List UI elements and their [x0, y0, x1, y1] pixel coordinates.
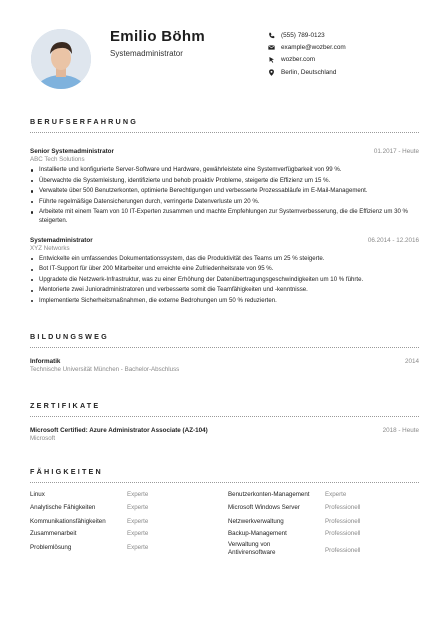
skill-name: Verwaltung von Antivirensoftware [228, 541, 276, 556]
skill-name: Analytische Fähigkeiten [30, 504, 96, 511]
skill-level: Experte [325, 491, 347, 498]
job-bullet: Führte regelmäßige Datensicherungen durch, verringerte Datenverluste um 20 %. [30, 198, 419, 207]
person-name: Emilio Böhm [110, 28, 205, 45]
job-bullet: Entwickelte ein umfassendes Dokumentationssystem, das die Produktivität des Teams um 25 % steigerte. [30, 255, 419, 264]
skill-name: Linux [30, 491, 45, 498]
job-bullet: Bot IT-Support für über 200 Mitarbeiter und erreichte eine Zufriedenheitsrate von 95 %. [30, 265, 419, 274]
skill-level: Experte [127, 504, 149, 511]
contact-email [268, 41, 346, 53]
education-entry [30, 358, 419, 373]
skill-level: Experte [127, 530, 149, 537]
job-dates: 06.2014 - 12.2016 [367, 236, 419, 244]
certificate-entry [30, 427, 419, 442]
certificate-issuer: Microsoft [30, 435, 56, 442]
job-bullet: Arbeitete mit einem Team von 10 IT-Experten zusammen und machte Empfehlungen zur Systemverbesserung, die die Effizienz um 30 % steigerten. [30, 208, 419, 226]
section-divider [30, 132, 419, 133]
job-bullets [30, 255, 419, 306]
contact-email-text[interactable]: example@wozber.com [281, 43, 346, 51]
skill-item [30, 504, 95, 511]
education-school: Technische Universität München - Bachelor-Abschluss [30, 366, 180, 373]
job-entry [30, 148, 419, 226]
skill-name: Microsoft Windows Server [228, 504, 300, 511]
email-icon [268, 44, 275, 51]
section-divider [30, 347, 419, 348]
skill-level: Experte [127, 518, 149, 525]
skill-name: Zusammenarbeit [30, 530, 77, 537]
skill-name: Backup-Management [228, 530, 287, 537]
certificate-dates: 2018 - Heute [382, 427, 419, 434]
skill-level: Professionell [325, 518, 361, 525]
job-bullet: Upgradete die Netzwerk-Infrastruktur, was zu einer Erhöhung der Datenübertragungsgeschwindigkeiten um 10 % führte. [30, 276, 419, 285]
experience-heading: BERUFSERFAHRUNG [30, 117, 139, 126]
skill-level: Experte [127, 491, 149, 498]
skill-level: Professionell [325, 504, 361, 511]
skill-item [30, 491, 45, 498]
education-year: 2014 [404, 358, 419, 365]
contact-website [268, 54, 346, 66]
contact-phone-text: (555) 789-0123 [281, 31, 325, 39]
skill-name: Netzwerkverwaltung [228, 518, 284, 525]
job-company: ABC Tech Solutions [30, 156, 85, 163]
link-icon [268, 56, 275, 63]
job-bullet: Verwaltete über 500 Benutzerkonten, optimierte Berechtigungen und verbesserte Prozessabläufe im E-Mail-Management. [30, 187, 419, 196]
education-heading: BILDUNGSWEG [30, 332, 109, 341]
contact-location [268, 66, 346, 78]
skill-name: Benutzerkonten-Management [228, 491, 310, 498]
skill-level: Professionell [325, 530, 361, 537]
skill-name: Kommunikationsfähigkeiten [30, 518, 106, 525]
job-role: Senior Systemadministrator [30, 148, 114, 155]
section-divider [30, 482, 419, 483]
skill-item [228, 541, 313, 557]
job-bullet: Mentorierte zwei Junioradministratoren und verbesserte somit die Teamfähigkeiten und -kenntnisse. [30, 286, 419, 295]
job-title: Systemadministrator [110, 49, 183, 58]
skill-item [228, 518, 284, 525]
skill-level: Experte [127, 544, 149, 551]
certificate-name: Microsoft Certified: Azure Administrator Associate (AZ-104) [30, 427, 208, 434]
job-bullet: Implementierte Sicherheitsmaßnahmen, die externe Bedrohungen um 50 % reduzierten. [30, 297, 419, 306]
skill-item [228, 491, 310, 498]
profile-photo [31, 29, 91, 89]
skill-item [30, 530, 76, 537]
job-bullet: Überwachte die Systemleistung, identifizierte und behob proaktiv Probleme, steigerte die Effizienz um 15 %. [30, 177, 419, 186]
skills-heading: FÄHIGKEITEN [30, 467, 103, 476]
skill-item [30, 544, 71, 551]
job-role: Systemadministrator [30, 236, 93, 244]
education-degree: Informatik [30, 358, 61, 365]
job-company: XYZ Networks [30, 244, 70, 252]
skill-item [228, 530, 287, 537]
education-section [30, 332, 419, 373]
skill-name: Problemlösung [30, 544, 72, 551]
location-icon [268, 69, 275, 76]
contact-phone [268, 29, 346, 41]
certificates-section [30, 401, 419, 442]
contact-location-text: Berlin, Deutschland [281, 68, 337, 76]
skills-section [30, 467, 419, 483]
job-bullets [30, 166, 419, 226]
section-divider [30, 416, 419, 417]
skill-item [228, 504, 300, 511]
job-dates: 01.2017 - Heute [373, 148, 419, 155]
contact-list [268, 29, 346, 78]
contact-website-text[interactable]: wozber.com [281, 56, 316, 64]
phone-icon [268, 32, 275, 39]
experience-section [30, 117, 419, 307]
job-entry [30, 237, 419, 306]
certificates-heading: ZERTIFIKATE [30, 401, 101, 410]
job-bullet: Installierte und konfigurierte Server-Software und Hardware, gewährleistete eine Systemverfügbarkeit von 99 %. [30, 166, 419, 175]
skill-item [30, 518, 106, 525]
skill-level: Professionell [325, 547, 361, 554]
